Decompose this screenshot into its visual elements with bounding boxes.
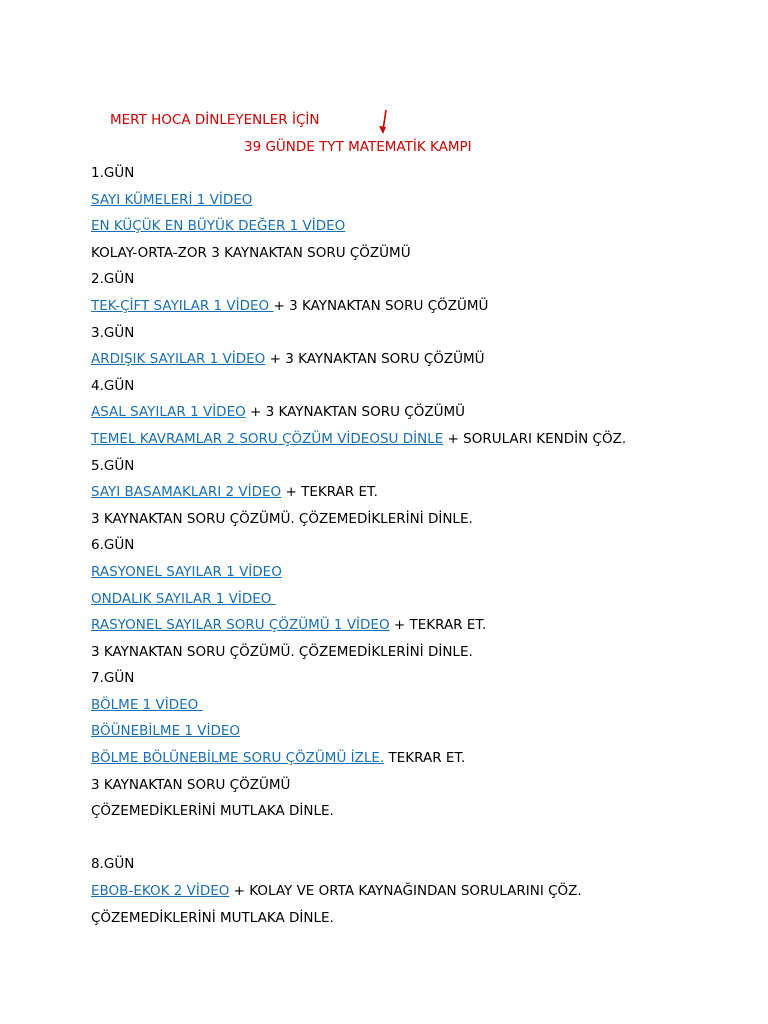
document-line (91, 589, 751, 616)
line-text: + TEKRAR ET. (389, 617, 487, 634)
line-text: + SORULARI KENDİN ÇÖZ. (443, 430, 627, 447)
document-line (91, 695, 751, 722)
document-line (91, 748, 751, 775)
document-line (91, 402, 751, 429)
video-link[interactable]: TEK-ÇİFT SAYILAR 1 VİDEO (91, 297, 274, 314)
video-link[interactable]: ARDIŞIK SAYILAR 1 VİDEO (91, 351, 266, 368)
video-link[interactable]: TEMEL KAVRAMLAR 2 SORU ÇÖZÜM VİDEOSU DİNLE (91, 430, 444, 447)
video-link[interactable]: SAYI KÜMELERİ 1 VİDEO (91, 191, 253, 208)
line-text: 3 KAYNAKTAN SORU ÇÖZÜMÜ. ÇÖZEMEDİKLERİNİ DİNLE. (91, 643, 473, 660)
document-line (91, 615, 751, 642)
video-link[interactable]: RASYONEL SAYILAR 1 VİDEO (91, 563, 282, 580)
video-link[interactable]: BÖÜNEBİLME 1 VİDEO (91, 723, 241, 740)
document-line (91, 854, 751, 881)
document-line (91, 456, 751, 483)
document-line (91, 269, 751, 296)
document-line (91, 775, 751, 802)
document-body (91, 163, 751, 934)
line-text: + KOLAY VE ORTA KAYNAĞINDAN SORULARINI ÇÖZ. (229, 883, 582, 900)
line-text: 3 KAYNAKTAN SORU ÇÖZÜMÜ. ÇÖZEMEDİKLERİNİ DİNLE. (91, 510, 473, 527)
document-line (91, 535, 751, 562)
line-text: 3.GÜN (91, 324, 135, 341)
document-line (91, 482, 751, 509)
line-text: 4.GÜN (91, 377, 135, 394)
line-text: 5.GÜN (91, 457, 135, 474)
video-link[interactable]: BÖLME 1 VİDEO (91, 696, 203, 713)
line-text: + 3 KAYNAKTAN SORU ÇÖZÜMÜ (245, 404, 465, 421)
document-line (91, 349, 751, 376)
document-line (91, 429, 751, 456)
line-text: + TEKRAR ET. (281, 484, 378, 501)
header-note: MERT HOCA DİNLEYENLER İÇİN (110, 112, 320, 128)
document-line (91, 190, 751, 217)
document-line (91, 562, 751, 589)
video-link[interactable]: EN KÜÇÜK EN BÜYÜK DEĞER 1 VİDEO (91, 218, 346, 235)
line-text: 8.GÜN (91, 856, 135, 873)
line-text: KOLAY-ORTA-ZOR 3 KAYNAKTAN SORU ÇÖZÜMÜ (91, 244, 411, 261)
line-text: + 3 KAYNAKTAN SORU ÇÖZÜMÜ (273, 297, 489, 314)
line-text: ÇÖZEMEDİKLERİNİ MUTLAKA DİNLE. (91, 909, 334, 926)
line-text: + 3 KAYNAKTAN SORU ÇÖZÜMÜ (265, 351, 485, 368)
document-line (91, 668, 751, 695)
document-line (91, 721, 751, 748)
document-line (91, 376, 751, 403)
document-line (91, 908, 751, 935)
video-link[interactable]: ONDALIK SAYILAR 1 VİDEO (91, 590, 276, 607)
line-text: 6.GÜN (91, 537, 135, 554)
page-title: 39 GÜNDE TYT MATEMATİK KAMPI (244, 139, 472, 155)
document-line (91, 642, 751, 669)
document-line (91, 296, 751, 323)
video-link[interactable]: ASAL SAYILAR 1 VİDEO (91, 404, 246, 421)
arrow-down-icon (374, 108, 390, 136)
document-line (91, 243, 751, 270)
document-line (91, 216, 751, 243)
video-link[interactable]: RASYONEL SAYILAR SORU ÇÖZÜMÜ 1 VİDEO (91, 617, 390, 634)
document-line (91, 881, 751, 908)
blank-line (91, 828, 751, 855)
line-text: 7.GÜN (91, 670, 135, 687)
video-link[interactable]: EBOB-EKOK 2 VİDEO (91, 883, 230, 900)
line-text: 2.GÜN (91, 271, 135, 288)
line-text: ÇÖZEMEDİKLERİNİ MUTLAKA DİNLE. (91, 803, 334, 820)
document-line (91, 509, 751, 536)
line-text: TEKRAR ET. (384, 750, 466, 767)
video-link[interactable]: BÖLME BÖLÜNEBİLME SORU ÇÖZÜMÜ İZLE. (91, 750, 385, 767)
document-line (91, 163, 751, 190)
line-text: 3 KAYNAKTAN SORU ÇÖZÜMÜ (91, 776, 291, 793)
document-line (91, 801, 751, 828)
document-line (91, 323, 751, 350)
line-text: 1.GÜN (91, 165, 135, 181)
video-link[interactable]: SAYI BASAMAKLARI 2 VİDEO (91, 484, 282, 501)
